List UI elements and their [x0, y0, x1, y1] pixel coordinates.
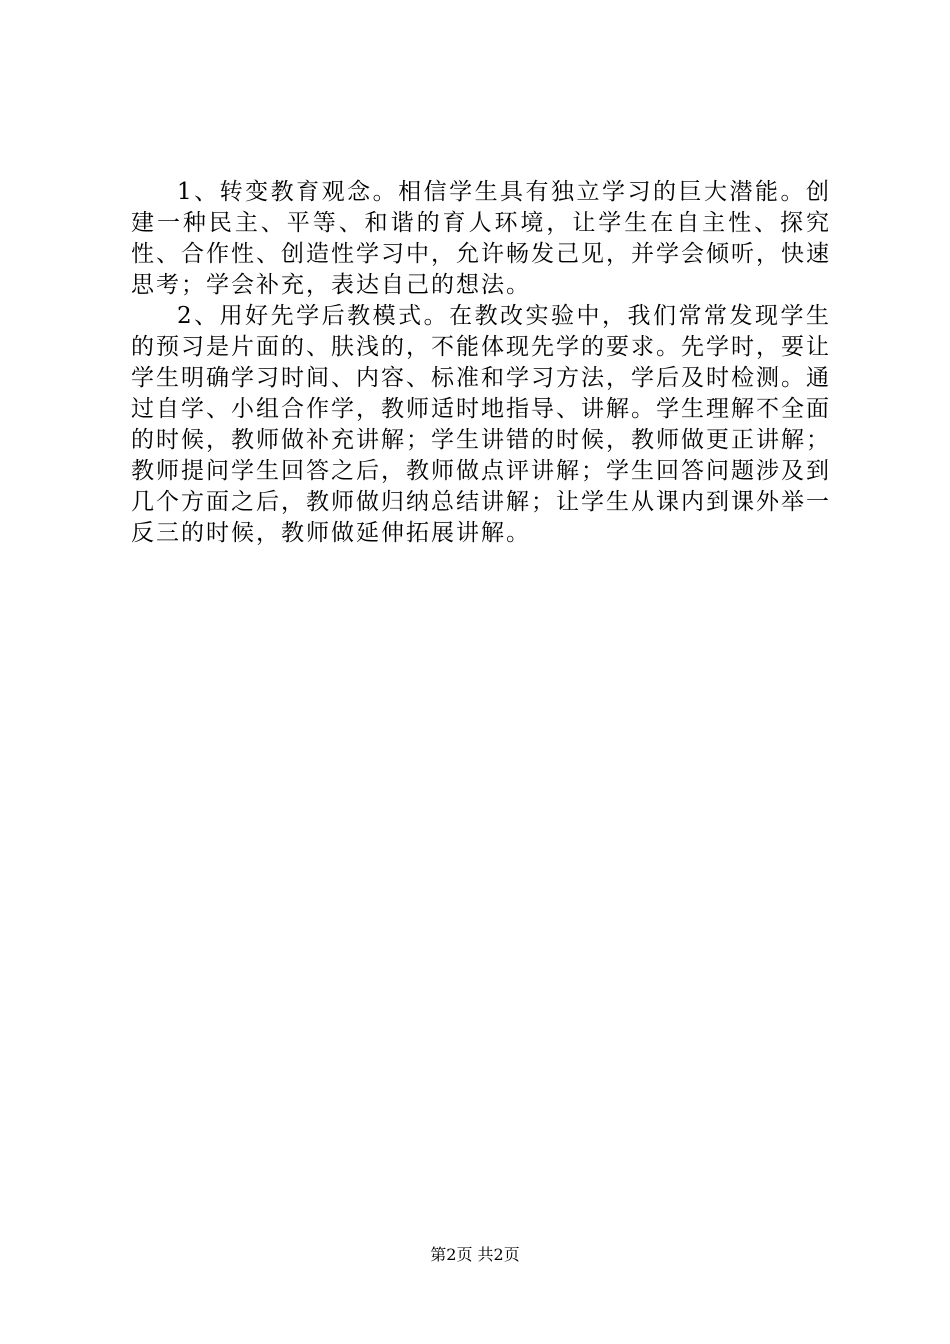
paragraph-1: 1、转变教育观念。相信学生具有独立学习的巨大潜能。创建一种民主、平等、和谐的育人环境，让学生在自主性、探究性、合作性、创造性学习中，允许畅发己见，并学会倾听，快速思考；学会补充，表达自己的想法。 [131, 179, 831, 298]
page-footer: 第2页 共2页 [430, 1245, 520, 1264]
paragraph-2: 2、用好先学后教模式。在教改实验中，我们常常发现学生的预习是片面的、肤浅的，不能体现先学的要求。先学时，要让学生明确学习时间、内容、标准和学习方法，学后及时检测。通过自学、小组合作学，教师适时地指导、讲解。学生理解不全面的时候，教师做补充讲解；学生讲错的时候，教师做更正讲解；教师提问学生回答之后，教师做点评讲解；学生回答问题涉及到几个方面之后，教师做归纳总结讲解；让学生从课内到课外举一反三的时候，教师做延伸拓展讲解。 [131, 303, 831, 546]
document-body [131, 177, 831, 549]
